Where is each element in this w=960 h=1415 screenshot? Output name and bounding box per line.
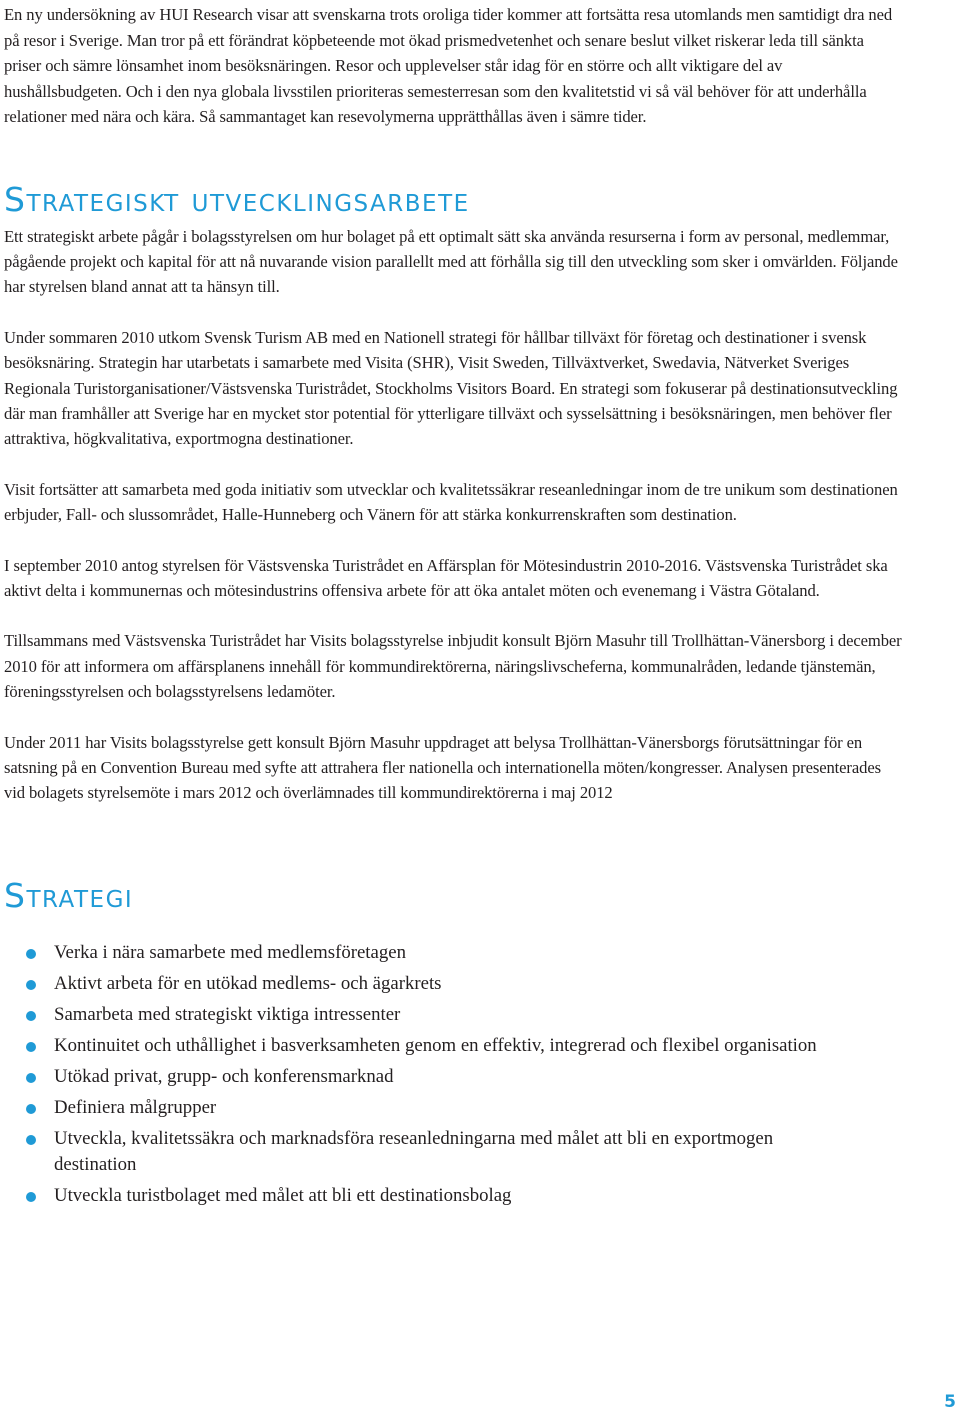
bullet-dot-icon — [26, 1192, 36, 1202]
list-item-text: Definiera målgrupper — [54, 1096, 217, 1118]
body-paragraph: I september 2010 antog styrelsen för Västsvenska Turistrådet en Affärsplan för Mötesindustrin 2010-2016. Västsvenska Turistrådet ska aktivt delta i kommunernas och mötesindustrins offensiva arbete för att öka antalet möten och evenemang i Västra Götaland. — [4, 555, 888, 600]
list-item-text: Aktivt arbeta för en utökad medlems- och ägarkrets — [54, 972, 442, 994]
bullet-dot-icon — [26, 949, 36, 959]
list-item — [4, 971, 824, 997]
list-item — [4, 1033, 824, 1059]
list-item — [4, 1002, 824, 1028]
list-item-text: Kontinuitet och uthållighet i basverksamheten genom en effektiv, integrerad och flexibel organisation — [54, 1034, 817, 1056]
bullet-dot-icon — [26, 1104, 36, 1114]
section-heading-strategi: Strategi — [4, 875, 134, 915]
bullet-dot-icon — [26, 1011, 36, 1021]
body-paragraph: Under sommaren 2010 utkom Svensk Turism AB med en Nationell strategi för hållbar tillväxt för företag och destinationer i svensk besöksnäring. Strategin har utarbetats i samarbete med Visita (SHR), Visit Sweden, Tillväxtverket, Swedavia, Nätverket Sveriges Regionala Turistorganisationer/Västsvenska Turistrådet, Stockholms Visitors Board. En strategi som fokuserar på destinationsutveckling där man framhåller att Sverige har en mycket stor potential för ytterligare tillväxt och sysselsättning i besöksnäringen, men behöver fler attraktiva, högkvalitativa, exportmogna destinationer. — [4, 327, 898, 449]
list-item — [4, 1064, 824, 1090]
bullet-dot-icon — [26, 1042, 36, 1052]
body-paragraph: Under 2011 har Visits bolagsstyrelse gett konsult Björn Masuhr uppdraget att belysa Trollhättan-Vänersborgs förutsättningar för en satsning på en Convention Bureau med syfte att attrahera fler nationella och internationella möten/kongresser. Analysen presenterades vid bolagets styrelsemöte i mars 2012 och överlämnades till kommundirektörerna i maj 2012 — [4, 732, 881, 803]
list-item — [4, 1126, 824, 1178]
intro-paragraph: En ny undersökning av HUI Research visar att svenskarna trots oroliga tider kommer att fortsätta resa utomlands men samtidigt dra ned på resor i Sverige. Man tror på ett förändrat köpbeteende mot ökad prismedvetenhet och senare beslut vilket riskerar leda till sänkta priser och sämre lönsamhet inom besöksnäringen. Resor och upplevelser står idag för en större och allt viktigare del av hushållsbudgeten. Och i den nya globala livsstilen prioriteras semesterresan som den kvalitetstid vi så väl behöver för att underhålla relationer med nära och kära. Så sammantaget kan resevolymerna upprätthållas även i sämre tider. — [4, 5, 893, 126]
body-paragraph: Tillsammans med Västsvenska Turistrådet har Visits bolagsstyrelse inbjudit konsult Björn Masuhr till Trollhättan-Vänersborg i december 2010 för att informera om affärsplanens innehåll för kommundirektörerna, näringslivscheferna, kommunalråden, ledande tjänstemän, föreningsstyrelsen och bolagsstyrelsens ledamöter. — [4, 631, 902, 702]
document-page — [4, 0, 904, 1214]
body-paragraph: Ett strategiskt arbete pågår i bolagsstyrelsen om hur bolaget på ett optimalt sätt ska använda resurserna i form av personal, medlemmar, pågående projekt och kapital för att nå nuvarande vision parallellt med att förhålla sig till den utveckling som sker i omvärlden. Följande har styrelsen bland annat att ta hänsyn till. — [4, 226, 898, 297]
body-paragraph: Visit fortsätter att samarbeta med goda initiativ som utvecklar och kvalitetssäkrar reseanledningar inom de tre unikum som destinationen erbjuder, Fall- och slussområdet, Halle-Hunneberg och Vänern för att stärka konkurrenskraften som destination. — [4, 479, 898, 525]
list-item — [4, 1183, 824, 1209]
list-item-text: Utökad privat, grupp- och konferensmarknad — [54, 1065, 394, 1087]
bullet-dot-icon — [26, 1135, 36, 1145]
section-heading-strategiskt-utvecklingsarbete: Strategiskt utvecklingsarbete — [4, 179, 470, 219]
list-item — [4, 940, 824, 966]
page-number: 5 — [944, 1392, 956, 1412]
list-item — [4, 1095, 824, 1121]
list-item-text: Verka i nära samarbete med medlemsföretagen — [54, 941, 406, 963]
list-item-text: Utveckla turistbolaget med målet att bli ett destinationsbolag — [54, 1184, 512, 1206]
list-item-text: Samarbeta med strategiskt viktiga intressenter — [54, 1003, 401, 1025]
strategy-bullet-list — [4, 940, 904, 1209]
list-item-text: Utveckla, kvalitetssäkra och marknadsföra reseanledningarna med målet att bli en exportmogen destination — [54, 1127, 774, 1175]
section-body-strategiskt-utvecklingsarbete — [4, 224, 904, 806]
bullet-dot-icon — [26, 1073, 36, 1083]
bullet-dot-icon — [26, 980, 36, 990]
